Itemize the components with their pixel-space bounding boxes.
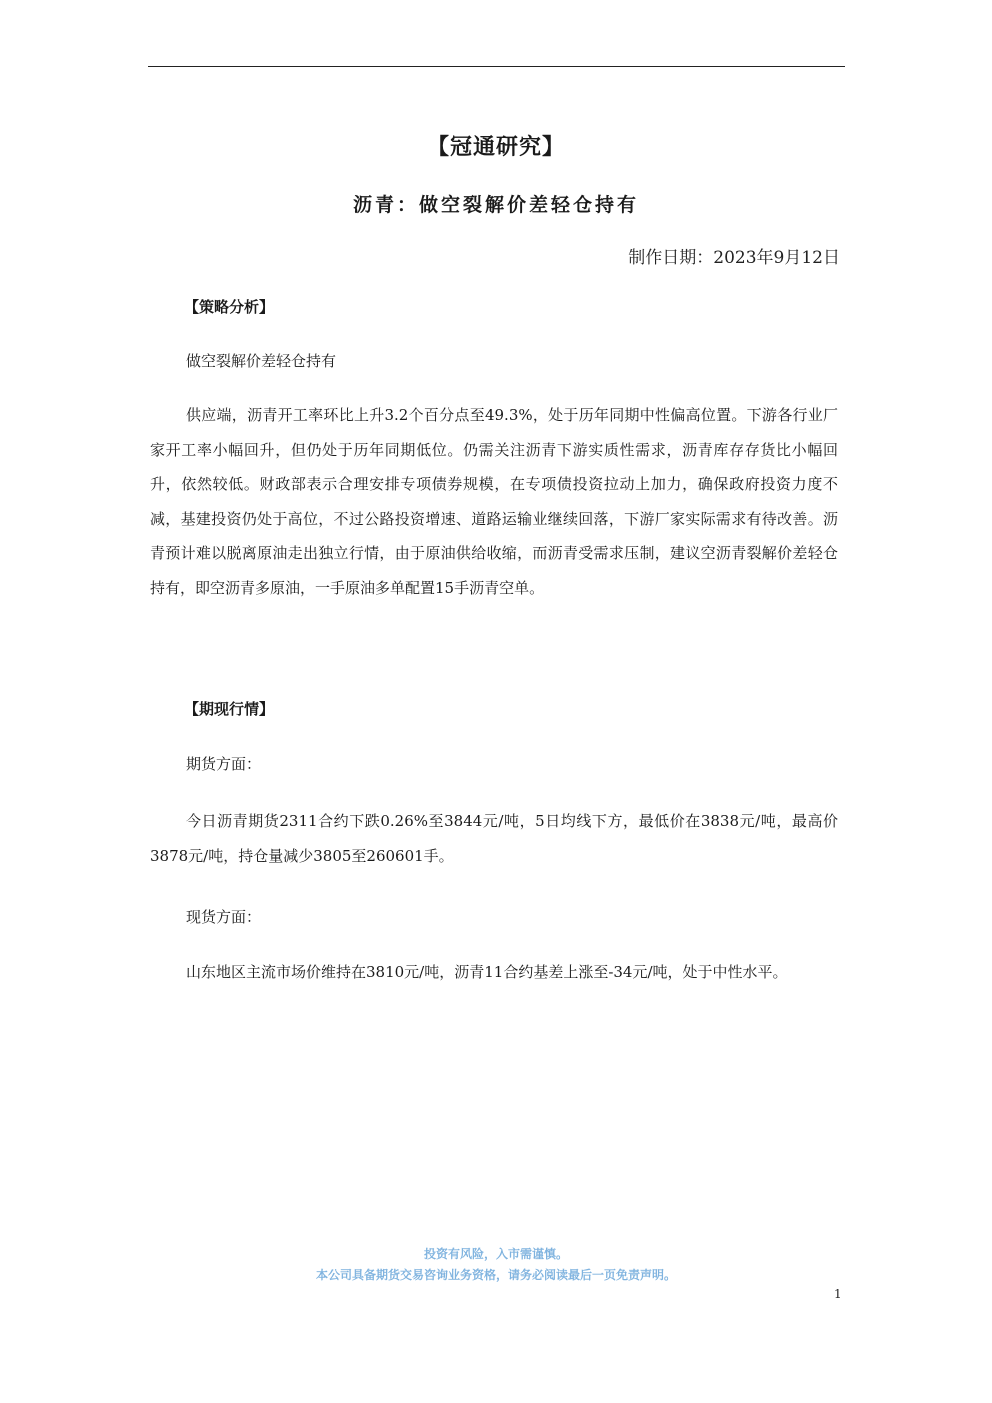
spot-body: 山东地区主流市场价维持在3810元/吨，沥青11合约基差上涨至-34元/吨，处于中性水平。	[186, 963, 788, 981]
document-title: 沥青：做空裂解价差轻仓持有	[352, 194, 639, 216]
futures-label: 期货方面：	[186, 755, 262, 773]
risk-notice: 投资有风险，入市需谨慎。	[423, 1247, 568, 1261]
page-number: 1	[834, 1287, 842, 1301]
section-heading-market: 【期现行情】	[184, 700, 275, 718]
header-rule	[148, 66, 845, 67]
futures-body: 今日沥青期货2311合约下跌0.26%至3844元/吨，5日均线下方，最低价在3838元/吨，最高价3878元/吨，持仓量减少3805至260601手。	[150, 812, 838, 865]
section-heading-strategy: 【策略分析】	[184, 298, 275, 316]
qualification-notice: 本公司具备期货交易咨询业务资格，请务必阅读最后一页免责声明。	[315, 1268, 676, 1282]
production-date: 制作日期：2023年9月12日	[628, 248, 840, 268]
strategy-summary: 做空裂解价差轻仓持有	[186, 352, 337, 370]
strategy-body: 供应端，沥青开工率环比上升3.2个百分点至49.3%，处于历年同期中性偏高位置。下游各行业厂家开工率小幅回升，但仍处于历年同期低位。仍需关注沥青下游实质性需求，沥青库存存货比小幅回升，依然较低。财政部表示合理安排专项债券规模，在专项债投资拉动上加力，确保政府投资力度不减，基建投资仍处于高位，不过公路投资增速、道路运输业继续回落，下游厂家实际需求有待改善。沥青预计难以脱离原油走出独立行情，由于原油供给收缩，而沥青受需求压制，建议空沥青裂解价差轻仓持有，即空沥青多原油，一手原油多单配置15手沥青空单。	[150, 406, 838, 597]
brand-heading: 【冠通研究】	[426, 134, 565, 160]
spot-label: 现货方面：	[186, 908, 262, 926]
